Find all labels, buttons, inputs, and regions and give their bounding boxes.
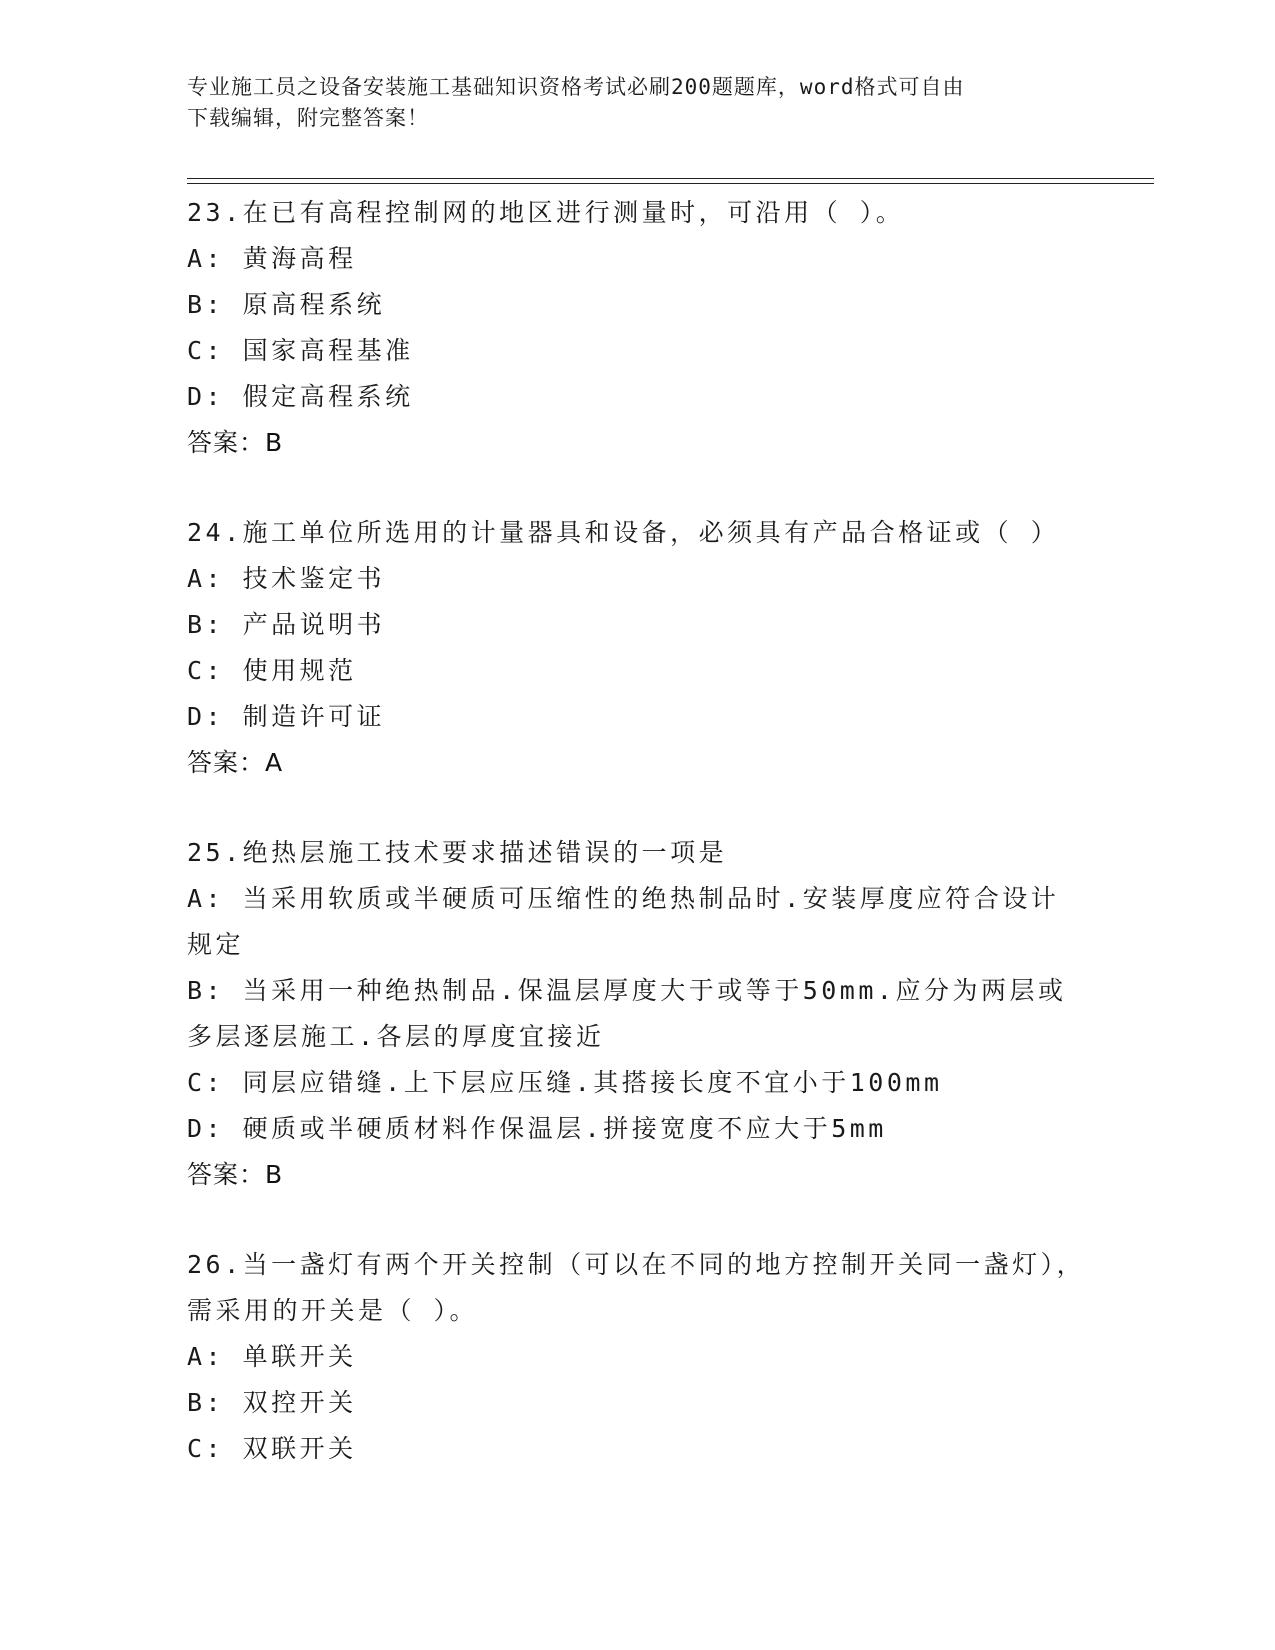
question-stem: 23.在已有高程控制网的地区进行测量时，可沿用（ ）。 <box>187 198 905 227</box>
answer: 答案：B <box>187 1160 284 1189</box>
question-stem: 24.施工单位所选用的计量器具和设备，必须具有产品合格证或（ ） <box>187 518 1060 547</box>
document-header <box>187 72 1067 134</box>
header-title-line-1: 专业施工员之设备安装施工基础知识资格考试必刷200题题库，word格式可自由 <box>187 75 965 99</box>
option-b: B: 当采用一种绝热制品.保温层厚度大于或等于50mm.应分为两层或多层逐层施工.各层的厚度宜接近 <box>187 976 1067 1051</box>
question-list <box>187 190 1087 1516</box>
option-b: B: 产品说明书 <box>187 610 386 639</box>
option-b: B: 双控开关 <box>187 1388 357 1417</box>
option-d: D: 制造许可证 <box>187 702 386 731</box>
option-c: C: 使用规范 <box>187 656 357 685</box>
option-d: D: 假定高程系统 <box>187 382 414 411</box>
option-d: D: 硬质或半硬质材料作保温层.拼接宽度不应大于5mm <box>187 1114 887 1143</box>
question-26 <box>187 1242 1087 1472</box>
option-c: C: 国家高程基准 <box>187 336 414 365</box>
question-25 <box>187 830 1087 1198</box>
option-a: A: 黄海高程 <box>187 244 357 273</box>
option-a: A: 单联开关 <box>187 1342 357 1371</box>
option-c: C: 同层应错缝.上下层应压缝.其搭接长度不宜小于100mm <box>187 1068 943 1097</box>
answer: 答案：B <box>187 428 284 457</box>
option-b: B: 原高程系统 <box>187 290 386 319</box>
header-title-line-2: 下载编辑，附完整答案！ <box>187 106 429 130</box>
question-stem: 25.绝热层施工技术要求描述错误的一项是 <box>187 838 728 867</box>
option-a: A: 技术鉴定书 <box>187 564 386 593</box>
question-23 <box>187 190 1087 466</box>
answer: 答案：A <box>187 748 284 777</box>
question-stem: 26.当一盏灯有两个开关控制（可以在不同的地方控制开关同一盏灯），需采用的开关是（ ）。 <box>187 1250 1086 1325</box>
option-c: C: 双联开关 <box>187 1434 357 1463</box>
question-24 <box>187 510 1087 786</box>
header-divider-top <box>187 178 1154 179</box>
option-a: A: 当采用软质或半硬质可压缩性的绝热制品时.安装厚度应符合设计规定 <box>187 884 1060 959</box>
header-divider-bottom <box>187 183 1154 184</box>
